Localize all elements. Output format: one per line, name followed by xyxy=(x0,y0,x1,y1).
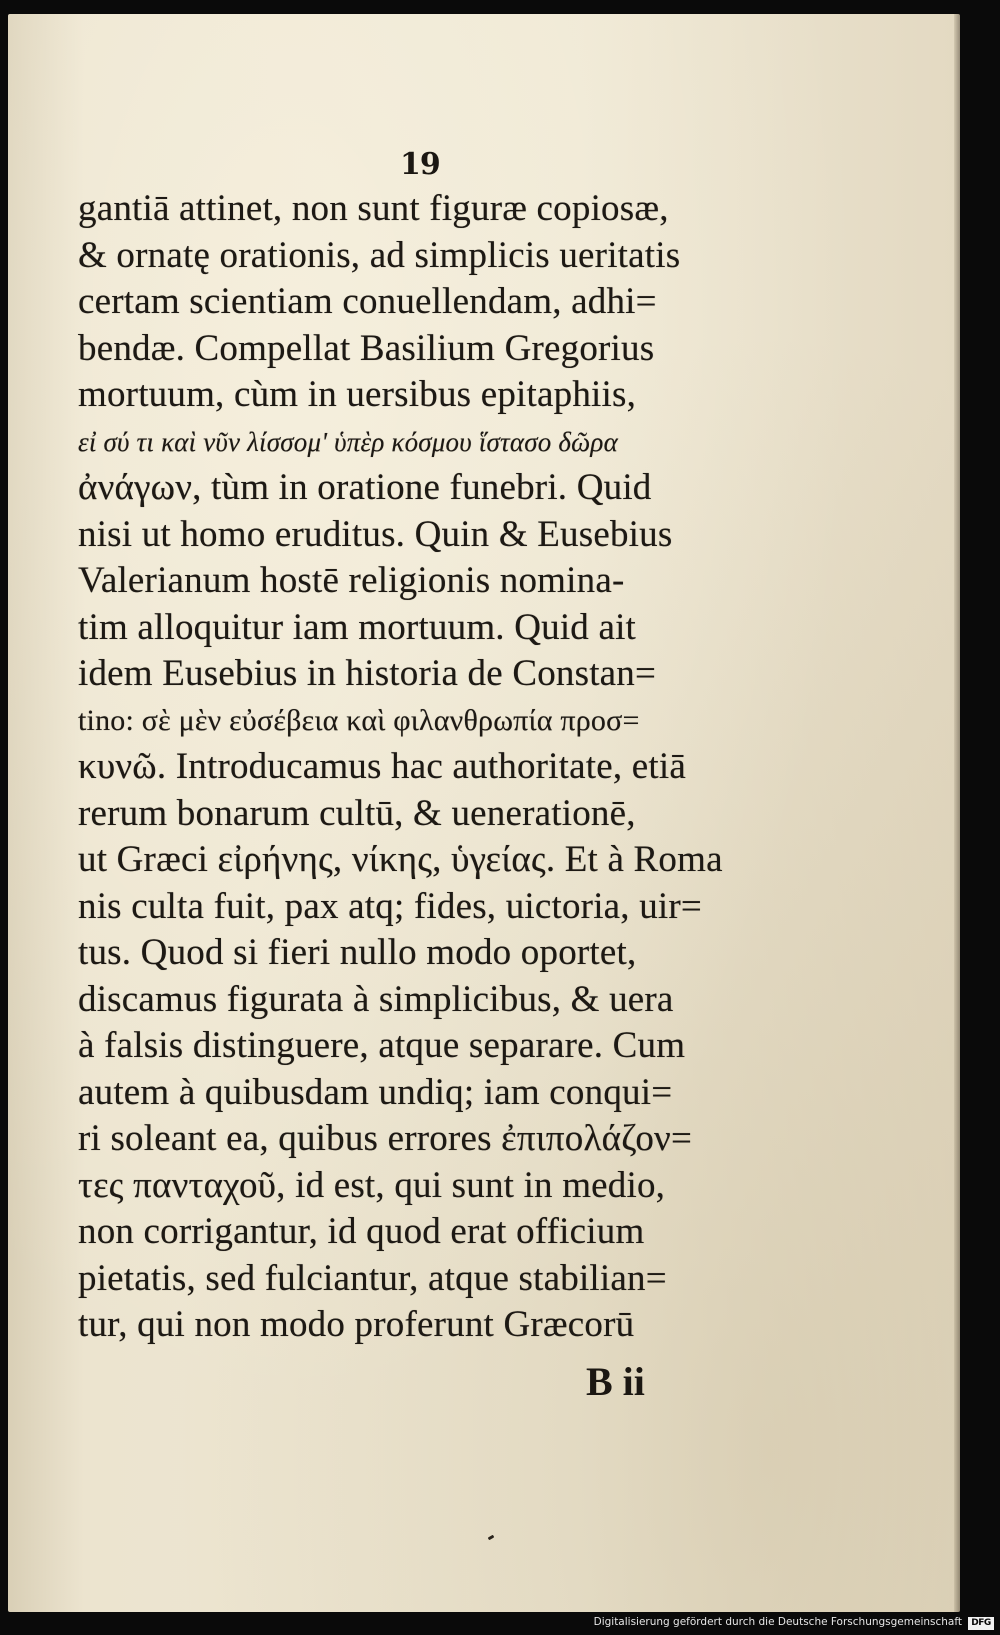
text-line: κυνῶ. Introducamus hac authoritate, etiā xyxy=(78,746,686,787)
text-line: tim alloquitur iam mortuum. Quid ait xyxy=(78,606,637,648)
dfg-logo-icon: DFG xyxy=(968,1617,994,1630)
digitization-footer xyxy=(0,1612,1000,1635)
text-line: discamus figurata à simplicibus, & uera xyxy=(78,978,674,1020)
text-line: non corrigantur, id quod erat officium xyxy=(78,1211,645,1252)
funding-credit: Digitalisierung gefördert durch die Deutsche Forschungsgemeinschaft xyxy=(593,1616,962,1628)
text-line: autem à quibusdam undiq; iam conqui= xyxy=(78,1071,673,1113)
text-line: ut Græci εἰρήνης, νίκης, ὑγείας. Et à Roma xyxy=(78,839,723,880)
text-line: tino: σὲ μὲν εὐσέβεια καὶ φιλανθρωπία προσ= xyxy=(78,703,640,737)
text-line: ἀνάγων, tùm in oratione funebri. Quid xyxy=(78,467,652,508)
text-line-greek: εἰ σύ τι καὶ νῦν λίσσομ' ὑπὲρ κόσμου ἵστασο δῶρα xyxy=(78,426,618,457)
text-line: & ornatę orationis, ad simplicis ueritatis xyxy=(78,234,681,276)
text-line: τες πανταχοῦ, id est, qui sunt in medio, xyxy=(78,1164,666,1206)
text-line: gantiā attinet, non sunt figuræ copiosæ, xyxy=(78,188,669,229)
text-line: mortuum, cùm in uersibus epitaphiis, xyxy=(78,374,637,415)
text-line: Valerianum hostē religionis nomina- xyxy=(78,560,625,601)
book-page xyxy=(8,14,960,1612)
signature-mark: B ii xyxy=(586,1359,645,1404)
text-line: pietatis, sed fulciantur, atque stabilian= xyxy=(78,1257,667,1299)
text-line: certam scientiam conuellendam, adhi= xyxy=(78,281,657,322)
ink-speck xyxy=(488,1535,495,1541)
text-line: à falsis distinguere, atque separare. Cum xyxy=(78,1025,686,1066)
page-edge-shadow xyxy=(954,14,960,1612)
body-text xyxy=(78,186,768,1349)
text-line: bendæ. Compellat Basilium Gregorius xyxy=(78,327,655,369)
page-number: 19 xyxy=(400,147,440,182)
text-line: tur, qui non modo proferunt Græcorū xyxy=(78,1304,635,1345)
text-line: rerum bonarum cultū, & uenerationē, xyxy=(78,792,636,834)
text-line: nis culta fuit, pax atq; fides, uictoria, uir= xyxy=(78,885,702,927)
text-line: tus. Quod si fieri nullo modo oportet, xyxy=(78,932,637,973)
text-line: ri soleant ea, quibus errores ἐπιπολάζον= xyxy=(78,1118,693,1159)
text-line: nisi ut homo eruditus. Quin & Eusebius xyxy=(78,513,673,555)
text-line: idem Eusebius in historia de Constan= xyxy=(78,653,657,694)
